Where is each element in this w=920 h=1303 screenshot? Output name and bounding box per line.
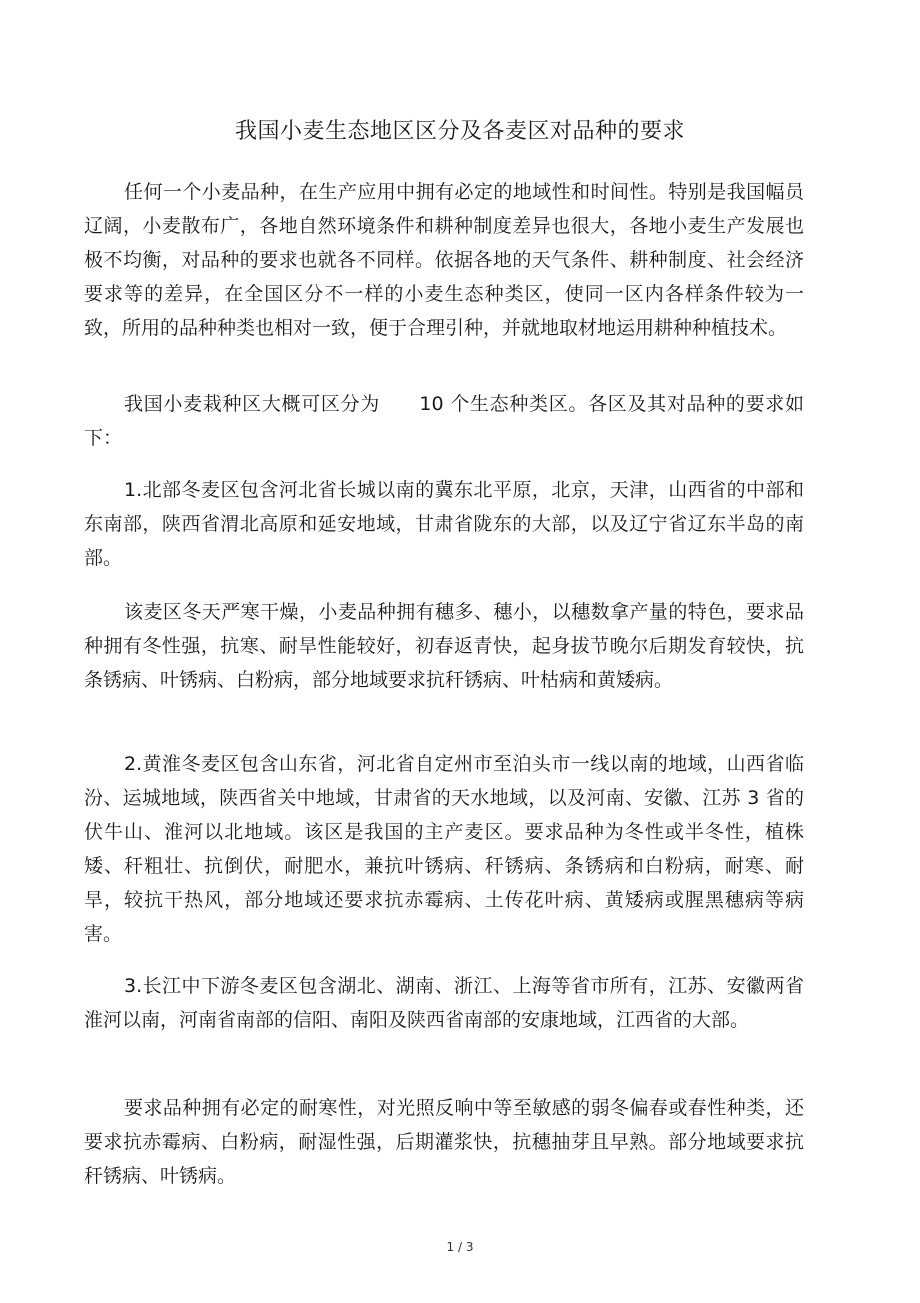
page-number: 1 / 3 xyxy=(446,1240,474,1254)
paragraph-north-requirements: 该麦区冬天严寒干燥，小麦品种拥有穗多、穗小，以穗数拿产量的特色，要求品种拥有冬性强，抗寒、耐旱性能较好，初春返青快，起身拔节晚尔后期发育较快，抗条锈病、叶锈病、白粉病，部分地域要求抗秆锈病、叶枯病和黄矮病。 xyxy=(84,601,804,691)
paragraph-yangtze-requirements: 要求品种拥有必定的耐寒性，对光照反响中等至敏感的弱冬偏春或春性种类，还要求抗赤霉病、白粉病，耐湿性强，后期灌浆快，抗穗抽芽且早熟。部分地域要求抗秆锈病、叶锈病。 xyxy=(84,1097,804,1187)
paragraph-intro: 任何一个小麦品种，在生产应用中拥有必定的地域性和时间性。特别是我国幅员辽阔，小麦散布广，各地自然环境条件和耕种制度差异也很大，各地小麦生产发展也极不均衡，对品种的要求也就各不同样。依据各地的天气条件、耕种制度、社会经济要求等的差异，在全国区分不一样的小麦生态种类区，使同一区内各样条件较为一致，所用的品种种类也相对一致，便于合理引种，并就地取材地运用耕种种植技术。 xyxy=(84,181,804,339)
paragraph-yangtze-zone: 3.长江中下游冬麦区包含湖北、湖南、浙江、上海等省市所有，江苏、安徽两省淮河以南，河南省南部的信阳、南阳及陕西省南部的安康地域，江西省的大部。 xyxy=(84,975,804,1031)
paragraph-north-winter-zone: 1.北部冬麦区包含河北省长城以南的冀东北平原，北京，天津，山西省的中部和东南部，陕西省渭北高原和延安地域，甘肃省陇东的大部，以及辽宁省辽东半岛的南部。 xyxy=(84,479,804,569)
paragraph-zones-count: 我国小麦栽种区大概可区分为 10 个生态种类区。各区及其对品种的要求如下： xyxy=(84,393,804,449)
document-title: 我国小麦生态地区区分及各麦区对品种的要求 xyxy=(234,119,685,144)
paragraph-huanghuai-zone: 2.黄淮冬麦区包含山东省，河北省自定州市至泊头市一线以南的地域，山西省临汾、运城地域，陕西省关中地域，甘肃省的天水地域，以及河南、安徽、江苏 3 省的伏牛山、淮河以北地域。该区是我国的主产麦区。要求品种为冬性或半冬性，植株矮、秆粗壮、抗倒伏，耐肥水，兼抗叶锈病、秆锈病、条锈病和白粉病，耐寒、耐旱，较抗干热风，部分地域还要求抗赤霉病、土传花叶病、黄矮病或腥黑穗病等病害。 xyxy=(84,753,804,945)
